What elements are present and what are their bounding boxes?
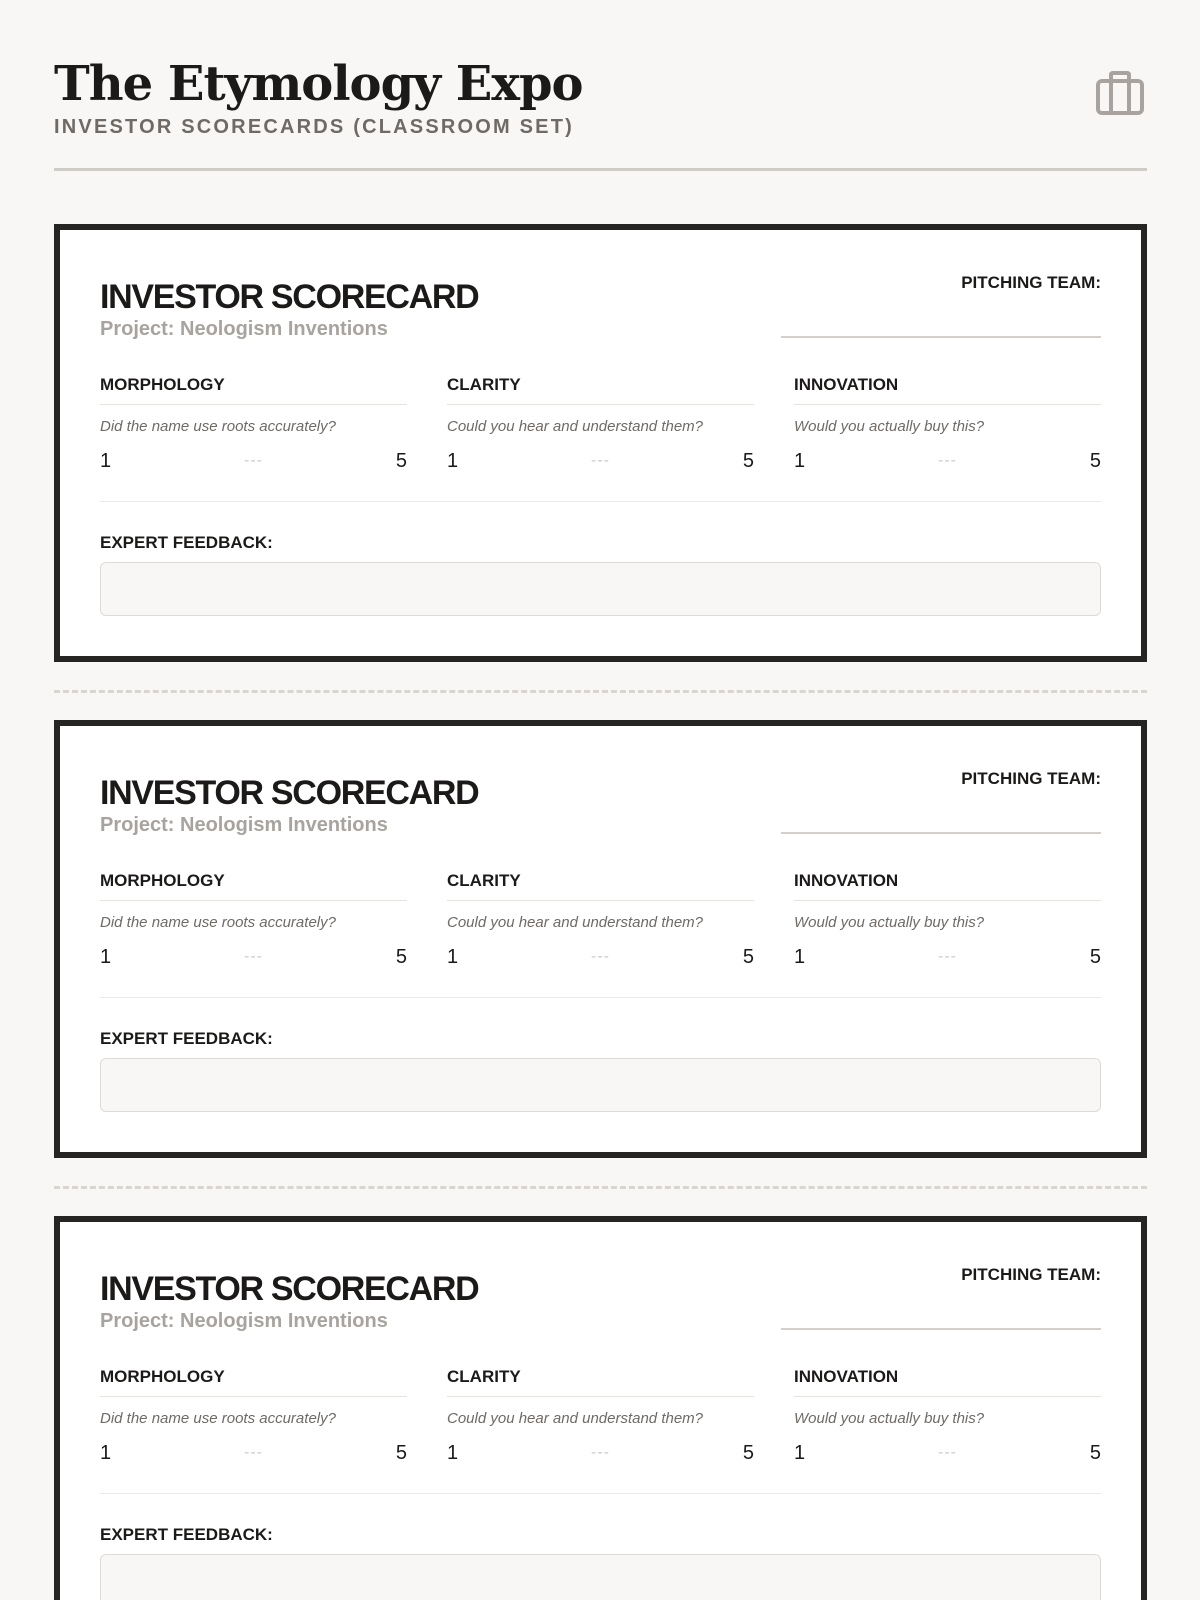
page-subtitle: INVESTOR SCORECARDS (CLASSROOM SET) — [54, 116, 574, 138]
criterion-question: Could you hear and understand them? — [447, 914, 704, 931]
scale-min[interactable]: 1 — [447, 946, 459, 968]
criterion-innovation — [794, 871, 1101, 971]
criterion-name: MORPHOLOGY — [100, 1367, 225, 1386]
scale-max[interactable]: 5 — [742, 450, 754, 472]
scale-max[interactable]: 5 — [395, 1442, 407, 1464]
feedback-label: EXPERT FEEDBACK: — [100, 1029, 273, 1048]
pitching-team-field[interactable] — [781, 336, 1101, 338]
scale-dash: --- — [244, 452, 263, 469]
criterion-clarity — [447, 1367, 754, 1467]
scale-dash: --- — [244, 948, 263, 965]
criterion-name: MORPHOLOGY — [100, 871, 225, 890]
criterion-question: Did the name use roots accurately? — [100, 914, 336, 931]
criterion-name: INNOVATION — [794, 375, 899, 394]
card-project: Project: Neologism Inventions — [100, 814, 388, 836]
criterion-name: MORPHOLOGY — [100, 375, 225, 394]
divider — [794, 900, 1101, 901]
criterion-morphology — [100, 1367, 407, 1467]
criterion-name: CLARITY — [447, 871, 521, 890]
card-project: Project: Neologism Inventions — [100, 318, 388, 340]
divider — [100, 404, 407, 405]
feedback-field[interactable] — [100, 562, 1101, 616]
scale-max[interactable]: 5 — [742, 1442, 754, 1464]
criterion-question: Could you hear and understand them? — [447, 1410, 704, 1427]
scale-dash: --- — [938, 948, 957, 965]
criterion-question: Did the name use roots accurately? — [100, 1410, 336, 1427]
scale-dash: --- — [591, 452, 610, 469]
scale-min[interactable]: 1 — [794, 946, 806, 968]
scale-max[interactable]: 5 — [742, 946, 754, 968]
divider — [100, 1396, 407, 1397]
scale-min[interactable]: 1 — [100, 450, 112, 472]
card-title: INVESTOR SCORECARD — [100, 774, 479, 812]
scale-max[interactable]: 5 — [1089, 946, 1101, 968]
feedback-field[interactable] — [100, 1058, 1101, 1112]
scale-min[interactable]: 1 — [447, 450, 459, 472]
scale-min[interactable]: 1 — [100, 1442, 112, 1464]
criterion-question: Would you actually buy this? — [794, 1410, 985, 1427]
feedback-field[interactable] — [100, 1554, 1101, 1600]
criterion-name: INNOVATION — [794, 1367, 899, 1386]
criterion-question: Would you actually buy this? — [794, 914, 985, 931]
feedback-label: EXPERT FEEDBACK: — [100, 1525, 273, 1544]
criterion-name: INNOVATION — [794, 871, 899, 890]
criterion-name: CLARITY — [447, 1367, 521, 1386]
criterion-clarity — [447, 375, 754, 475]
pitching-team-label: PITCHING TEAM: — [961, 769, 1101, 788]
pitching-team-field[interactable] — [781, 1328, 1101, 1330]
criterion-innovation — [794, 375, 1101, 475]
cut-line — [54, 1186, 1147, 1189]
scale-min[interactable]: 1 — [100, 946, 112, 968]
cut-line — [54, 690, 1147, 693]
divider — [447, 900, 754, 901]
scorecard — [54, 224, 1147, 662]
criterion-question: Did the name use roots accurately? — [100, 418, 336, 435]
scale-dash: --- — [244, 1444, 263, 1461]
scale-max[interactable]: 5 — [1089, 450, 1101, 472]
scale-max[interactable]: 5 — [1089, 1442, 1101, 1464]
criterion-clarity — [447, 871, 754, 971]
scale-dash: --- — [938, 1444, 957, 1461]
divider — [447, 1396, 754, 1397]
criterion-question: Could you hear and understand them? — [447, 418, 704, 435]
card-title: INVESTOR SCORECARD — [100, 278, 479, 316]
page-header — [54, 54, 1147, 171]
divider — [794, 404, 1101, 405]
criterion-name: CLARITY — [447, 375, 521, 394]
scale-min[interactable]: 1 — [447, 1442, 459, 1464]
scale-dash: --- — [591, 1444, 610, 1461]
criterion-innovation — [794, 1367, 1101, 1467]
scale-min[interactable]: 1 — [794, 450, 806, 472]
feedback-label: EXPERT FEEDBACK: — [100, 533, 273, 552]
criterion-morphology — [100, 375, 407, 475]
divider — [100, 501, 1101, 502]
scale-dash: --- — [938, 452, 957, 469]
scale-min[interactable]: 1 — [794, 1442, 806, 1464]
pitching-team-label: PITCHING TEAM: — [961, 1265, 1101, 1284]
scorecard — [54, 1216, 1147, 1600]
divider — [100, 997, 1101, 998]
card-project: Project: Neologism Inventions — [100, 1310, 388, 1332]
criterion-question: Would you actually buy this? — [794, 418, 985, 435]
divider — [100, 1493, 1101, 1494]
scale-dash: --- — [591, 948, 610, 965]
card-title: INVESTOR SCORECARD — [100, 1270, 479, 1308]
scale-max[interactable]: 5 — [395, 450, 407, 472]
scorecard — [54, 720, 1147, 1158]
pitching-team-field[interactable] — [781, 832, 1101, 834]
page-title: The Etymology Expo — [54, 56, 583, 112]
divider — [447, 404, 754, 405]
scale-max[interactable]: 5 — [395, 946, 407, 968]
divider — [100, 900, 407, 901]
briefcase-icon — [1095, 70, 1145, 116]
pitching-team-label: PITCHING TEAM: — [961, 273, 1101, 292]
divider — [794, 1396, 1101, 1397]
criterion-morphology — [100, 871, 407, 971]
